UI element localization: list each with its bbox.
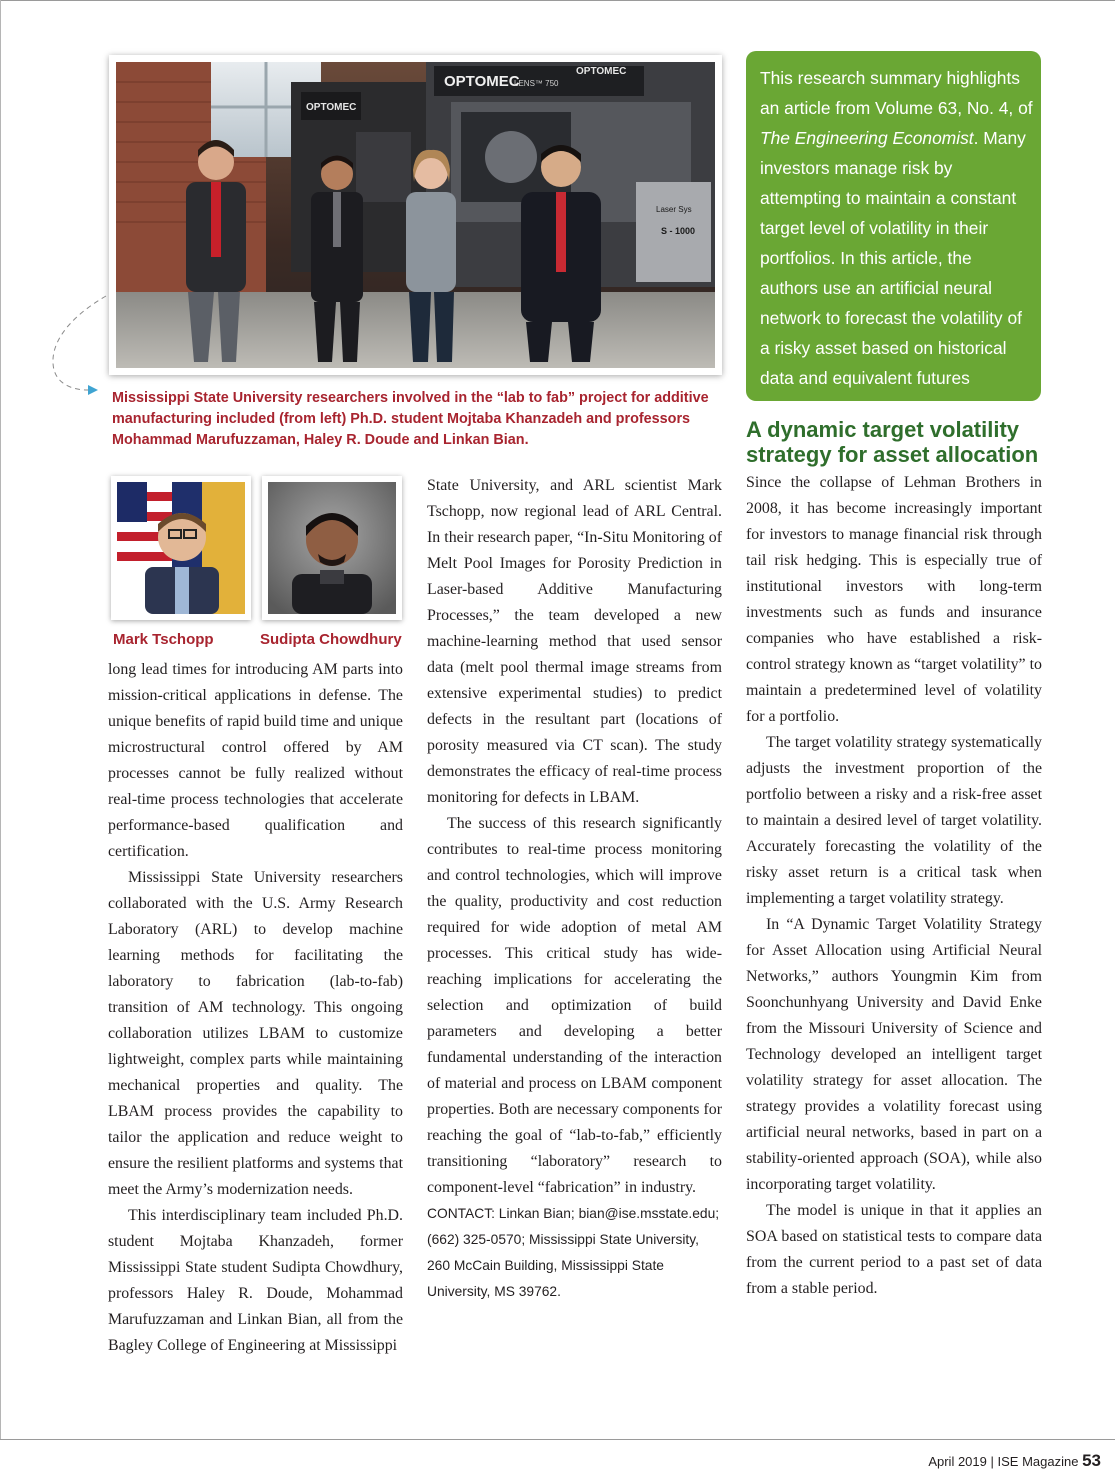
machine-signage-model: LENS™ 750 <box>514 79 559 88</box>
left-article-column-2 <box>427 473 722 1305</box>
portrait-image <box>268 482 396 614</box>
photo-caption: Mississippi State University researchers involved in the “lab to fab” project for additive manufacturing included (from left) Ph.D. student Mojtaba Khanzadeh and professors Mohammad Marufuzzaman, Haley R. Doude and Linkan Bian. <box>112 390 709 448</box>
portrait-name-2: Sudipta Chowdhury <box>260 631 402 648</box>
portrait-name-1: Mark Tschopp <box>113 631 214 648</box>
page-border-top <box>0 0 1115 1</box>
issue-date: April 2019 <box>928 1454 987 1469</box>
machine-signage-right: OPTOMEC <box>576 66 627 77</box>
machine-number-label: S - 1000 <box>661 226 696 236</box>
paragraph: Since the collapse of Lehman Brothers in 2008, it has become increasingly important for investors to manage financial risk through tail risk hedging. This is especially true of institutional investors with long-term investments such as funds and insurance companies who have established a risk-control strategy known as “target volatility” to maintain a predetermined level of volatility for a portfolio. <box>746 474 1042 725</box>
machine-signage-left: OPTOMEC <box>306 102 357 113</box>
paragraph: In “A Dynamic Target Volatility Strategy for Asset Allocation using Artificial Neural Networks,” authors Youngmin Kim from Soonchunhyang University and David Enke from the Missouri University of Science and Technology developed an intelligent target volatility strategy for asset allocation. The strategy provides a volatility forecast using artificial neural networks, based in part on a stability-oriented approach (SOA), while also incorporating target volatility. <box>746 916 1042 1193</box>
left-article-column-1 <box>108 657 403 1359</box>
portrait-image <box>117 482 245 614</box>
paragraph: The model is unique in that it applies an SOA based on statistical tests to compare data from the current period to a past set of data from a stable period. <box>746 1202 1042 1297</box>
machine-laser-label: Laser Sys <box>656 205 692 214</box>
contact-info: CONTACT: Linkan Bian; bian@ise.msstate.edu; (662) 325-0570; Mississippi State University, 260 McCain Building, Mississippi State University, MS 39762. <box>427 1206 720 1299</box>
paragraph: State University, and ARL scientist Mark Tschopp, now regional lead of ARL Central. In their research paper, “In-Situ Monitoring of Melt Pool Images for Porosity Prediction in Laser-based Additive Manufacturing Processes,” the team developed a new machine-learning method that used sensor data (melt pool thermal image streams from extensive experimental studies) to predict defects in the resultant part (locations of porosity measured via CT scan). The study demonstrates the efficacy of real-time process monitoring for defects in LBAM. <box>427 477 722 806</box>
paragraph: The target volatility strategy systematically adjusts the investment proportion of the portfolio between a risky and a risk-free asset to maintain a desired level of target volatility. Accurately forecasting the volatility of the risky asset return is a critical task when implementing a target volatility strategy. <box>746 734 1042 907</box>
portrait-sudipta-chowdhury <box>262 476 402 620</box>
lab-team-photo <box>109 55 722 375</box>
machine-signage-center: OPTOMEC <box>444 73 520 90</box>
summary-text-end: . Many investors manage risk by attempting to maintain a constant target level of volatility in their portfolios. In this article, the authors use an artificial neural network to forecast the volatility of a risky asset based on historical data and equivalent futures contracts. <box>760 128 1026 418</box>
page-border-bottom <box>0 1439 1115 1440</box>
right-article-column <box>746 470 1042 1302</box>
caption-pointer-arrow <box>38 290 108 400</box>
page-border-left <box>0 0 1 1440</box>
paragraph: This interdisciplinary team included Ph.D. student Mojtaba Khanzadeh, former Mississippi State student Sudipta Chowdhury, professors Haley R. Doude, Mohammad Marufuzzaman and Linkan Bian, all from the Bagley College of Engineering at Mississippi <box>108 1207 403 1354</box>
paragraph: long lead times for introducing AM parts into mission-critical applications in defense. The unique benefits of rapid build time and unique microstructural control offered by AM processes cannot be fully realized without real-time process technologies that accelerate performance-based qualification and certification. <box>108 661 403 860</box>
footer-separator: | <box>990 1454 994 1469</box>
magazine-name: ISE Magazine <box>997 1454 1079 1469</box>
paragraph: Mississippi State University researchers collaborated with the U.S. Army Research Laboratory (ARL) to develop machine learning methods for facilitating the laboratory to fabrication (lab-to-fab) transition of AM technology. This ongoing collaboration utilizes LBAM to customize lightweight, complex parts while maintaining mechanical properties and quality. The LBAM process provides the capability to tailor the application and reduce weight to ensure the resilient platforms and systems that meet the Army’s modernization needs. <box>108 869 403 1198</box>
article-headline: A dynamic target volatility strategy for asset allocation <box>746 417 1039 467</box>
lab-photo-illustration <box>116 62 715 368</box>
research-summary-box <box>746 51 1041 418</box>
summary-text-start: This research summary highlights an article from Volume 63, No. 4, of <box>760 68 1033 118</box>
paragraph: The success of this research significantly contributes to real-time process monitoring and control technologies, which will improve the quality, productivity and cost reduction required for wide adoption of metal AM processes. This critical study has wide-reaching implications for accelerating the selection and optimization of build parameters and developing a better fundamental understanding of the interaction of material and process on LBAM component properties. Both are necessary components for reaching the goal of “lab-to-fab,” efficiently transitioning “laboratory” research to component-level “fabrication” in industry. <box>427 815 722 1196</box>
page-number: 53 <box>1082 1451 1101 1470</box>
journal-title: The Engineering Economist <box>760 128 974 148</box>
page-footer <box>928 1451 1101 1471</box>
portrait-mark-tschopp <box>111 476 251 620</box>
